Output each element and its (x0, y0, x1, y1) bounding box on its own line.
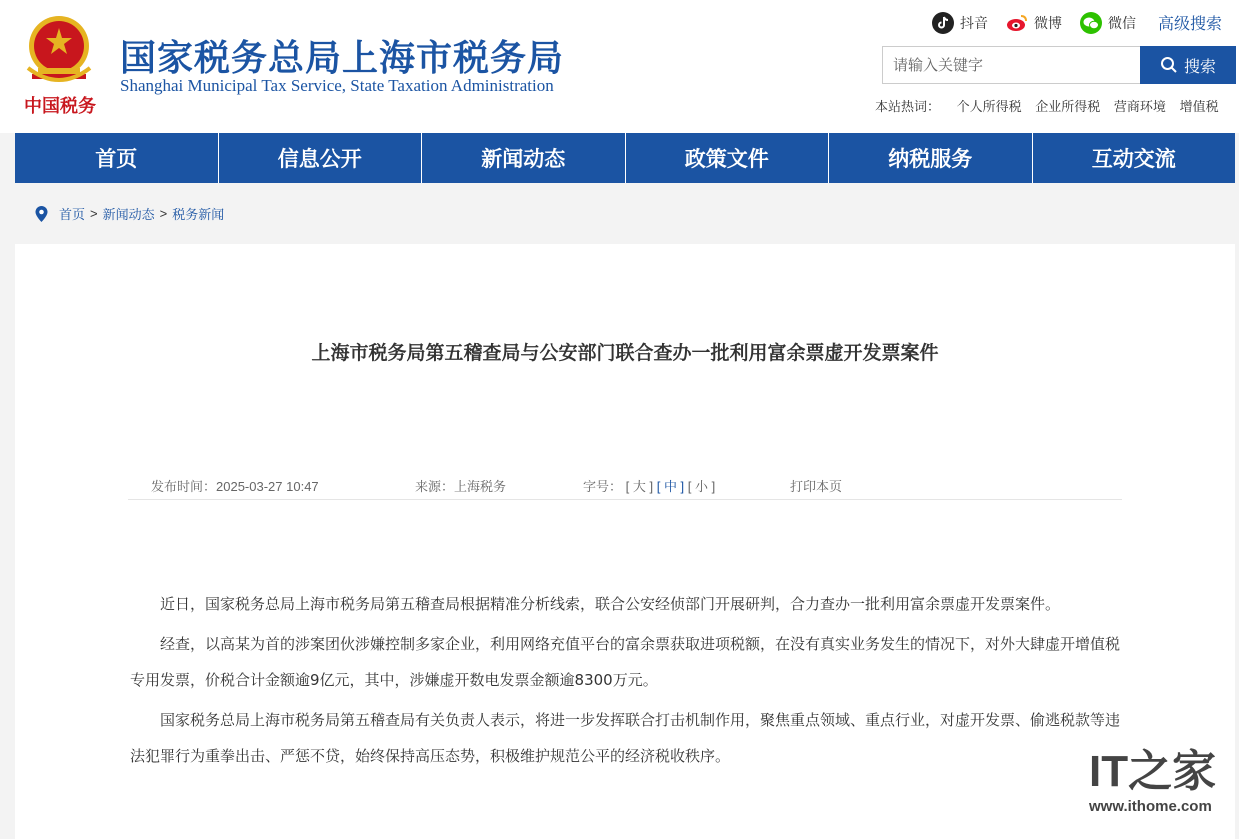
article-body (130, 586, 1123, 778)
nav-item-info-disclosure[interactable]: 信息公开 (219, 133, 423, 183)
breadcrumb-separator: > (90, 206, 98, 221)
search-input[interactable] (882, 46, 1140, 84)
douyin-icon (932, 12, 954, 34)
ithome-logo (1089, 747, 1229, 796)
breadcrumb-news[interactable]: 新闻动态 (102, 207, 155, 222)
nav-item-home[interactable]: 首页 (15, 133, 219, 183)
site-title-en: Shanghai Municipal Tax Service, State Taxation Administration (120, 76, 554, 95)
location-pin-icon (34, 205, 49, 223)
ithome-logo-text: IT之家 (1089, 747, 1217, 796)
publish-date: 2025-03-27 10:47 (216, 479, 319, 494)
social-douyin-label: 抖音 (960, 14, 988, 31)
social-wechat[interactable] (1080, 12, 1136, 34)
hot-word-link[interactable]: 个人所得税 (956, 99, 1022, 114)
font-size-label: 字号： (583, 479, 623, 494)
site-title-cn[interactable]: 国家税务总局上海市税务局 (120, 38, 565, 79)
nav-item-news[interactable]: 新闻动态 (422, 133, 626, 183)
article-title: 上海市税务局第五稽查局与公安部门联合查办一批利用富余票虚开发票案件 (311, 342, 939, 364)
nav-item-tax-service[interactable]: 纳税服务 (829, 133, 1033, 183)
search-button[interactable] (1140, 46, 1236, 84)
search-bar (882, 46, 1236, 84)
hot-words (875, 96, 1229, 115)
article-meta (128, 470, 1122, 500)
social-links (932, 11, 1222, 34)
social-weibo-label: 微博 (1034, 14, 1062, 31)
breadcrumb-home[interactable]: 首页 (59, 207, 86, 222)
emblem-caption: 中国税务 (24, 96, 96, 117)
article-paragraph: 经查，以高某为首的涉案团伙涉嫌控制多家企业，利用网络充值平台的富余票获取进项税额，在没有真实业务发生的情况下，对外大肆虚开增值税专用发票，价税合计金额逾9亿元，其中，涉嫌虚开数电发票金额逾8300万元。 (130, 635, 1121, 689)
hot-words-label: 本站热词： (875, 99, 941, 114)
breadcrumb (34, 204, 224, 223)
social-weibo[interactable] (1006, 12, 1062, 34)
font-size-control (583, 476, 715, 495)
tax-emblem-logo[interactable] (18, 8, 100, 120)
site-header (0, 0, 1239, 133)
article-panel (15, 244, 1235, 839)
print-page-link[interactable]: 打印本页 (790, 479, 843, 494)
hot-word-link[interactable]: 增值税 (1179, 99, 1219, 114)
social-wechat-label: 微信 (1108, 14, 1136, 31)
hot-word-link[interactable]: 营商环境 (1113, 99, 1166, 114)
breadcrumb-tax-news[interactable]: 税务新闻 (172, 207, 225, 222)
search-icon (1160, 56, 1178, 74)
main-nav (15, 133, 1235, 183)
advanced-search-link[interactable]: 高级搜索 (1158, 16, 1223, 33)
ithome-watermark (1089, 747, 1229, 815)
wechat-icon (1080, 12, 1102, 34)
nav-item-policy[interactable]: 政策文件 (626, 133, 830, 183)
hot-word-link[interactable]: 企业所得税 (1035, 99, 1101, 114)
social-douyin[interactable] (932, 12, 988, 34)
watermark-url: www.ithome.com (1089, 798, 1212, 815)
article-source: 来源：上海税务 (415, 479, 507, 494)
article-paragraph: 国家税务总局上海市税务局第五稽查局有关负责人表示，将进一步发挥联合打击机制作用，聚焦重点领域、重点行业，对虚开发票、偷逃税款等违法犯罪行为重拳出击、严惩不贷，始终保持高压态势，积极维护规范公平的经济税收秩序。 (130, 711, 1121, 765)
font-size-medium[interactable]: [ 中 ] (656, 479, 685, 494)
breadcrumb-separator: > (159, 206, 168, 221)
article-paragraph: 近日，国家税务总局上海市税务局第五稽查局根据精准分析线索，联合公安经侦部门开展研判，合力查办一批利用富余票虚开发票案件。 (160, 595, 1061, 613)
font-size-small[interactable]: [ 小 ] (687, 479, 716, 494)
nav-item-interaction[interactable]: 互动交流 (1091, 147, 1176, 171)
publish-label: 发布时间： (151, 479, 217, 494)
search-button-label: 搜索 (1183, 56, 1216, 76)
font-size-large[interactable]: [ 大 ] (625, 479, 654, 494)
publish-time (151, 476, 319, 495)
weibo-icon (1006, 12, 1028, 34)
